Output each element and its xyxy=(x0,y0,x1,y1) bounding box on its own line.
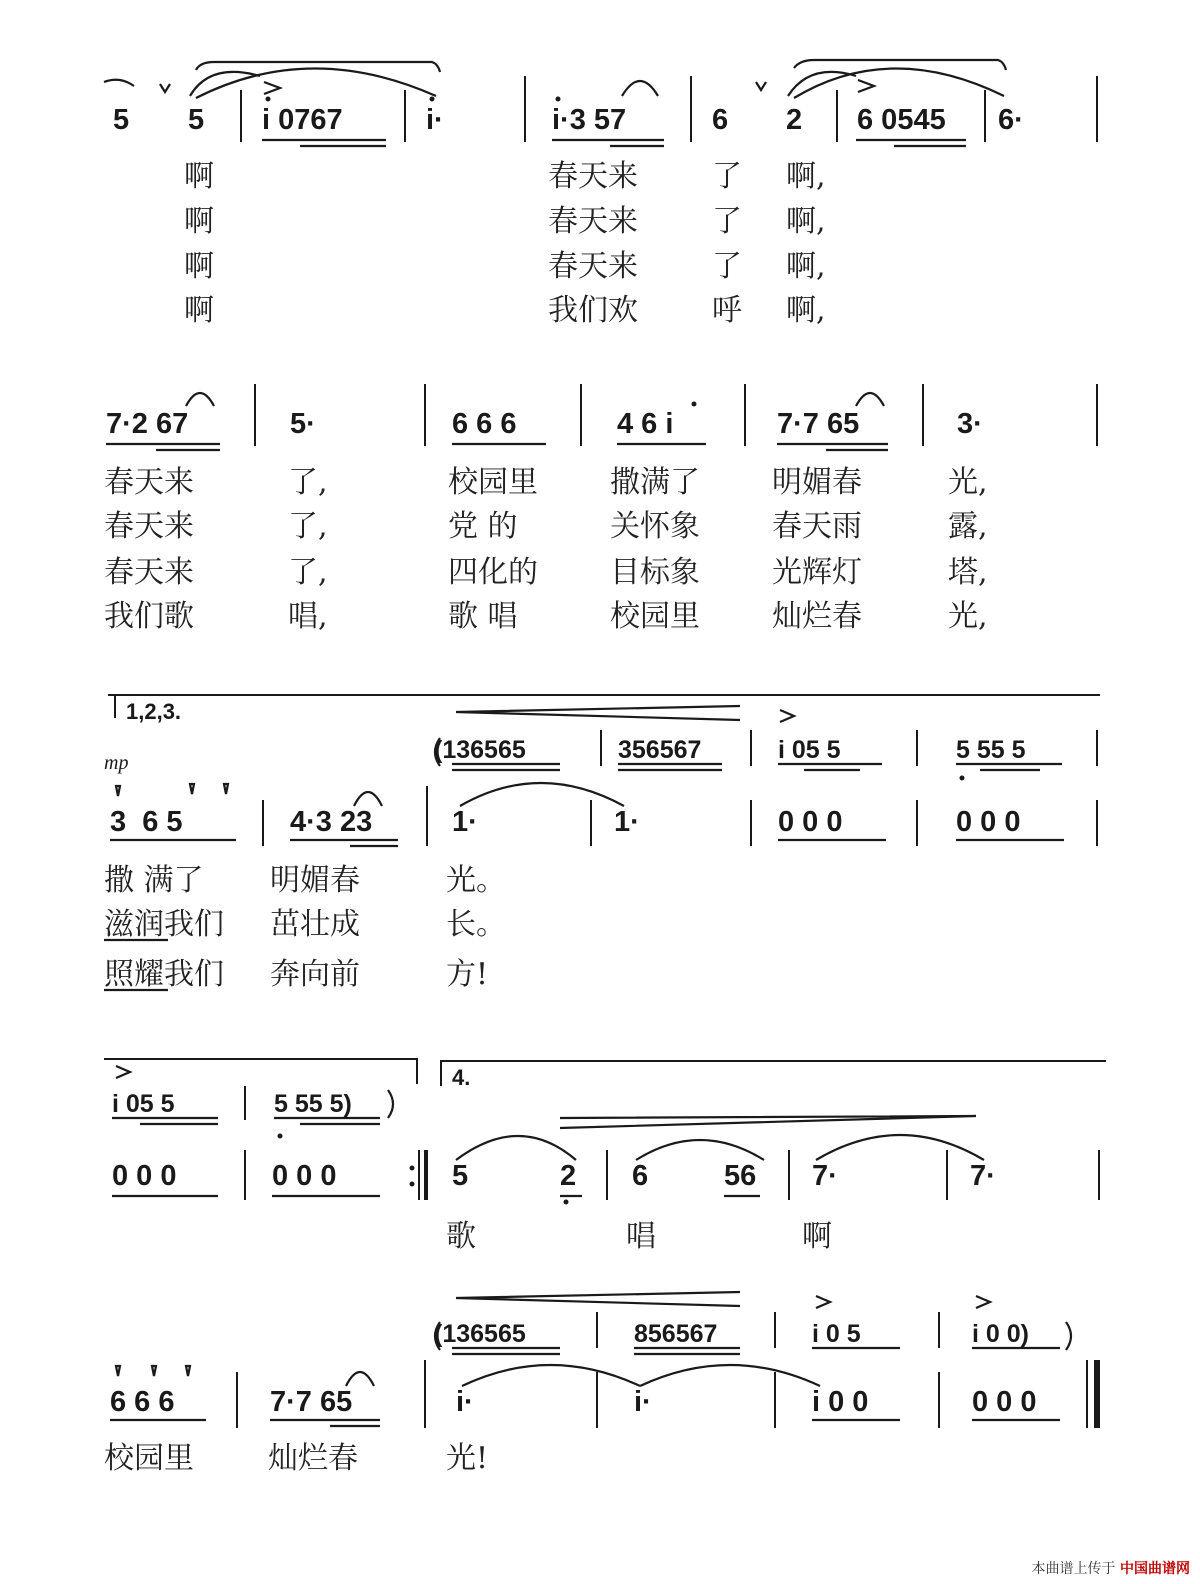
barline xyxy=(524,76,526,142)
note-group: 0 0 0 xyxy=(778,806,843,838)
upper-note-group: i 05 5 xyxy=(112,1090,175,1118)
lyric: 滋润我们 xyxy=(104,907,224,942)
upper-note-group: 356567 xyxy=(618,736,702,764)
barline xyxy=(1096,76,1098,142)
paren xyxy=(1066,1322,1071,1350)
repeat-barline xyxy=(424,1150,428,1200)
note-group: 6 6 6 xyxy=(452,408,517,440)
note-group: 0 0 0 xyxy=(956,806,1021,838)
note-group: 7·2 67 xyxy=(106,408,189,440)
lyric: 啊 xyxy=(184,204,214,239)
accent-mark xyxy=(264,82,280,94)
barline xyxy=(836,90,838,142)
tie xyxy=(640,1365,820,1386)
lyric: 撒满了 xyxy=(610,465,700,500)
final-barline xyxy=(1094,1360,1100,1428)
lyric: 长。 xyxy=(446,907,506,942)
note-group: 5 xyxy=(188,104,205,136)
accent-mark xyxy=(816,1296,830,1308)
barline xyxy=(596,1312,598,1348)
lyric: 呼 xyxy=(712,293,742,328)
lyric: 春天来 xyxy=(548,204,638,239)
barline xyxy=(946,1150,948,1200)
note-group: 0 0 0 xyxy=(112,1160,177,1192)
lyric: 奔向前 xyxy=(270,957,360,992)
barline xyxy=(236,1372,238,1428)
note-group: 1· xyxy=(614,806,640,838)
lyric: 光! xyxy=(446,1441,489,1476)
lyric: 明媚春 xyxy=(270,863,360,898)
lyric: 了, xyxy=(288,465,328,500)
staccato xyxy=(116,786,120,796)
lyric: 撒 满了 xyxy=(104,863,204,898)
paren xyxy=(388,1090,393,1118)
lyric: 歌 xyxy=(446,1219,476,1254)
lyric: 照耀我们 xyxy=(104,957,224,992)
lyric: 了, xyxy=(288,509,328,544)
upper-note-group: i 0 5 xyxy=(812,1320,861,1348)
upper-note-group: 856567 xyxy=(634,1320,718,1348)
lyric: 灿烂春 xyxy=(772,599,862,634)
decrescendo xyxy=(560,1116,976,1128)
barline xyxy=(744,384,746,446)
note-group: 2 xyxy=(786,104,803,136)
note-group: 7· xyxy=(812,1160,838,1192)
lyric: 唱 xyxy=(626,1219,656,1254)
barline xyxy=(750,730,752,766)
volta-line xyxy=(104,1058,418,1060)
upper-note-group: (136565 xyxy=(434,1320,526,1348)
lyric: 啊 xyxy=(802,1219,832,1254)
volta-bracket xyxy=(114,694,116,718)
barline xyxy=(600,730,602,766)
note-group: 6 6 6 xyxy=(110,1386,175,1418)
barline xyxy=(240,90,242,142)
lyric: 啊, xyxy=(786,204,826,239)
upload-note: 本曲谱上传于 xyxy=(1031,1561,1116,1577)
note-group: 3· xyxy=(957,408,983,440)
barline xyxy=(244,1086,246,1120)
barline xyxy=(424,384,426,446)
volta-bracket xyxy=(440,1060,442,1086)
barline xyxy=(916,730,918,766)
tie xyxy=(346,1372,374,1386)
lyric: 了 xyxy=(712,159,742,194)
barline xyxy=(596,1372,598,1428)
note-group: i· xyxy=(634,1386,652,1418)
note-group: 5· xyxy=(290,408,316,440)
breath-mark xyxy=(756,82,766,90)
lyric: 党 的 xyxy=(448,509,518,544)
lyric: 唱, xyxy=(288,599,328,634)
note-group: 7·7 65 xyxy=(777,408,860,440)
tie xyxy=(816,1135,984,1160)
lyric: 春天雨 xyxy=(772,509,862,544)
note-group: i· xyxy=(426,104,444,136)
accent-mark xyxy=(116,1066,130,1078)
lyric: 啊 xyxy=(184,293,214,328)
lyric: 露, xyxy=(948,509,988,544)
staccato xyxy=(152,1366,156,1376)
barline xyxy=(262,800,264,846)
lyric: 春天来 xyxy=(104,465,194,500)
lyric: 了 xyxy=(712,249,742,284)
lyric: 春天来 xyxy=(104,555,194,590)
lyric: 春天来 xyxy=(548,249,638,284)
note-group: 6 0545 xyxy=(857,104,946,136)
tie xyxy=(186,393,214,406)
upload-credit xyxy=(1032,1558,1190,1578)
note-group: 3 6 5 xyxy=(110,806,183,838)
accent-mark xyxy=(780,710,794,722)
volta-label: 1,2,3. xyxy=(126,699,182,724)
slur xyxy=(794,60,1006,70)
lyric: 歌 唱 xyxy=(448,599,518,634)
barline xyxy=(590,800,592,846)
slur xyxy=(196,62,440,72)
staccato xyxy=(190,784,194,794)
note-group: 6 xyxy=(632,1160,649,1192)
lyric: 了, xyxy=(288,555,328,590)
barline xyxy=(606,1150,608,1200)
staccato xyxy=(186,1366,190,1376)
slur xyxy=(104,80,134,86)
breath-mark xyxy=(160,84,170,92)
slur xyxy=(196,68,436,98)
dynamic-marking: mp xyxy=(104,752,129,774)
upper-note-group: i 05 5 xyxy=(778,736,841,764)
note-group: 4 6 i xyxy=(617,408,674,440)
repeat-barline xyxy=(418,1150,420,1200)
tie xyxy=(456,1136,576,1160)
lyric: 春天来 xyxy=(548,159,638,194)
tie xyxy=(354,792,382,806)
lyric: 春天来 xyxy=(104,509,194,544)
volta-line xyxy=(440,1060,1106,1062)
note-group: 7·7 65 xyxy=(270,1386,353,1418)
barline xyxy=(1096,730,1098,766)
barline xyxy=(788,1150,790,1200)
note-group: 7· xyxy=(970,1160,996,1192)
barline xyxy=(580,384,582,446)
note-group: i 0 0 xyxy=(812,1386,869,1418)
staccato xyxy=(224,784,228,794)
tie xyxy=(636,1140,764,1160)
note-group: i 0767 xyxy=(262,104,343,136)
barline xyxy=(404,90,406,142)
note-group: 6 xyxy=(712,104,729,136)
lyric: 光辉灯 xyxy=(772,555,862,590)
barline xyxy=(1096,800,1098,846)
accent-mark xyxy=(976,1296,990,1308)
lyric: 光, xyxy=(948,465,988,500)
lyric: 啊, xyxy=(786,293,826,328)
lyric: 啊, xyxy=(786,159,826,194)
barline xyxy=(254,384,256,446)
barline xyxy=(938,1312,940,1348)
upper-note-group: 5 55 5) xyxy=(274,1090,352,1118)
barline xyxy=(916,800,918,846)
lyric: 了 xyxy=(712,204,742,239)
lyric: 灿烂春 xyxy=(268,1441,358,1476)
tie xyxy=(856,393,884,406)
barline xyxy=(1096,384,1098,446)
lyric: 明媚春 xyxy=(772,465,862,500)
lyric: 塔, xyxy=(948,555,988,590)
note-group: 1· xyxy=(452,806,478,838)
upper-note-group: (136565 xyxy=(434,736,526,764)
lyric: 方! xyxy=(446,957,489,992)
tie xyxy=(622,81,658,96)
lyric: 校园里 xyxy=(448,465,538,500)
lyric: 我们歌 xyxy=(104,599,194,634)
slur xyxy=(794,68,1004,98)
tie xyxy=(460,783,624,806)
crescendo xyxy=(456,1292,740,1306)
lyric: 目标象 xyxy=(610,555,700,590)
barline xyxy=(1098,1150,1100,1200)
barline xyxy=(774,1372,776,1428)
note-group: 56 xyxy=(724,1160,757,1192)
volta-label: 4. xyxy=(452,1065,471,1090)
lyric: 啊 xyxy=(184,249,214,284)
upper-note-group: 5 55 5 xyxy=(956,736,1026,764)
lyric: 校园里 xyxy=(104,1441,194,1476)
note-group: 4·3 23 xyxy=(290,806,373,838)
barline xyxy=(750,800,752,846)
lyric: 我们欢 xyxy=(548,293,638,328)
lyric: 关怀象 xyxy=(610,509,700,544)
slur xyxy=(788,72,856,96)
site-logo: 中国曲谱网 xyxy=(1120,1561,1190,1577)
lyric: 校园里 xyxy=(610,599,700,634)
lyric: 啊, xyxy=(786,249,826,284)
note-group: i· xyxy=(456,1386,474,1418)
lyric: 光。 xyxy=(446,863,506,898)
note-group: 0 0 0 xyxy=(272,1160,337,1192)
final-barline xyxy=(1086,1360,1088,1428)
tie xyxy=(462,1365,640,1386)
lyric: 四化的 xyxy=(448,555,538,590)
upper-note-group: i 0 0) xyxy=(972,1320,1029,1348)
barline xyxy=(690,76,692,142)
barline xyxy=(984,90,986,142)
barline xyxy=(424,1360,426,1428)
lyric: 光, xyxy=(948,599,988,634)
note-group: 6· xyxy=(998,104,1024,136)
barline xyxy=(426,786,428,846)
note-group: 5 xyxy=(452,1160,469,1192)
lyric: 茁壮成 xyxy=(270,907,360,942)
crescendo xyxy=(456,706,740,720)
slur xyxy=(190,72,260,96)
lyric: 啊 xyxy=(184,159,214,194)
volta-line xyxy=(108,694,1100,696)
note-group: 5 xyxy=(113,104,130,136)
barline xyxy=(774,1312,776,1348)
staccato xyxy=(116,1366,120,1376)
accent-mark xyxy=(858,80,874,92)
note-group: i·3 57 xyxy=(552,104,627,136)
note-group: 2 xyxy=(560,1160,577,1192)
barline xyxy=(244,1150,246,1200)
barline xyxy=(922,384,924,446)
volta-bracket xyxy=(416,1058,418,1084)
barline xyxy=(938,1372,940,1428)
note-group: 0 0 0 xyxy=(972,1386,1037,1418)
